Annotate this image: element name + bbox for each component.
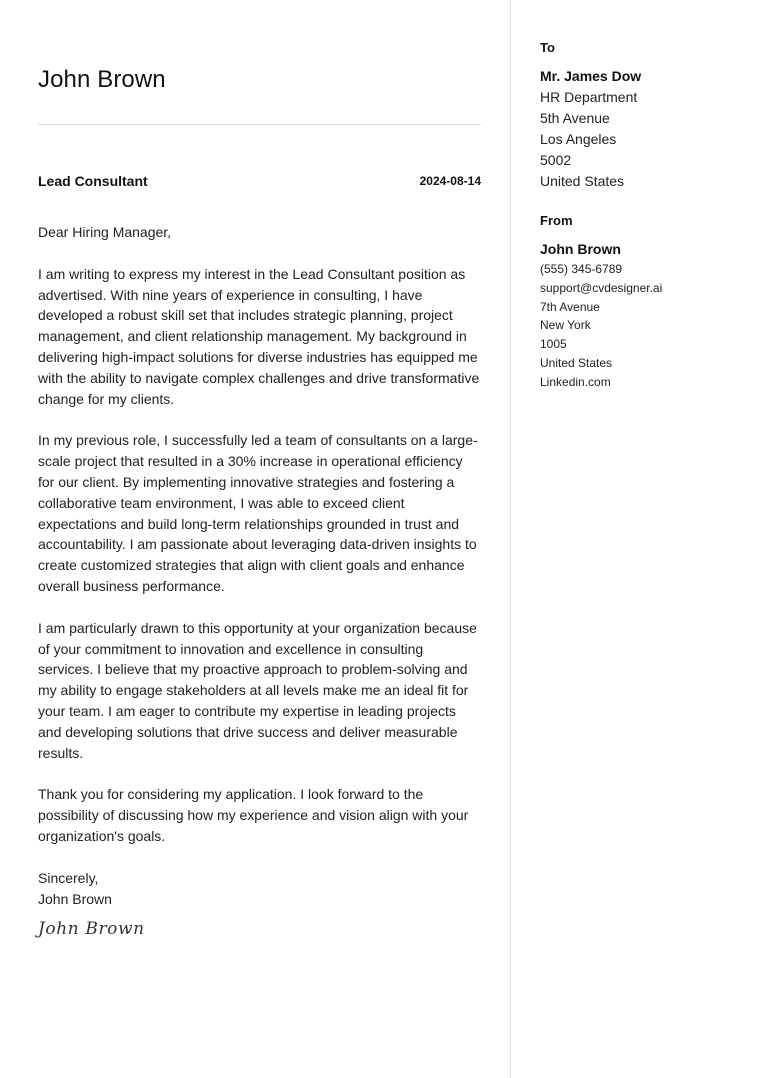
sender-email: support@cvdesigner.ai bbox=[540, 280, 663, 295]
sender-name: John Brown bbox=[540, 241, 621, 257]
letter-body bbox=[38, 222, 481, 940]
from-label: From bbox=[540, 213, 573, 228]
letter-paragraph: I am particularly drawn to this opportunity at your organization because of your commitment to innovation and excellence in consulting services. I believe that my proactive approach to problem-solving and my ability to engage stakeholders at all levels make me an ideal fit for your team. I am eager to contribute my expertise in leading projects and developing solutions that drive success and deliver measurable results. bbox=[38, 619, 477, 761]
letter-date: 2024-08-14 bbox=[419, 174, 481, 188]
sender-phone: (555) 345-6789 bbox=[540, 262, 623, 276]
recipient-postal-code: 5002 bbox=[540, 152, 572, 168]
sender-country: United States bbox=[540, 355, 613, 370]
header-divider bbox=[38, 124, 481, 125]
role-date-row bbox=[38, 173, 481, 191]
sender-postal-code: 1005 bbox=[540, 337, 567, 352]
sender-city: New York bbox=[540, 318, 591, 333]
recipient-country: United States bbox=[540, 173, 625, 189]
letter-paragraph: In my previous role, I successfully led a team of consultants on a large-scale project that resulted in a 30% increase in operational efficiency for our client. By implementing innovative strategies and fostering a collaborative team environment, I was able to exceed client expectations and build long-term relationships grounded in trust and accountability. I am passionate about leveraging data-driven insights to create customized strategies that align with client goals and enhance overall business performance. bbox=[38, 432, 478, 594]
sender-address bbox=[540, 239, 662, 392]
applicant-name: John Brown bbox=[38, 66, 166, 93]
handwritten-signature: John Brown bbox=[38, 919, 145, 940]
recipient-city: Los Angeles bbox=[540, 131, 617, 147]
letter-paragraph: Thank you for considering my application. I look forward to the possibility of discussing how my experience and vision align with your organization's goals. bbox=[38, 786, 469, 844]
sender-website: Linkedin.com bbox=[540, 374, 611, 389]
column-divider bbox=[510, 0, 511, 1078]
closing-name: John Brown bbox=[38, 890, 112, 907]
recipient-name: Mr. James Dow bbox=[540, 68, 642, 84]
letter-paragraph: I am writing to express my interest in the Lead Consultant position as advertised. With nine years of experience in consulting, I have developed a robust skill set that includes strategic planning, project management, and client relationship management. My background in delivering high-impact solutions for diverse industries has equipped me with the ability to navigate complex challenges and drive transformative change for my clients. bbox=[38, 265, 480, 407]
recipient-address bbox=[540, 66, 641, 192]
closing-salutation: Sincerely, bbox=[38, 869, 99, 886]
to-label: To bbox=[540, 40, 555, 55]
recipient-street: 5th Avenue bbox=[540, 110, 610, 126]
letter-closing bbox=[38, 868, 481, 910]
job-title: Lead Consultant bbox=[38, 173, 148, 189]
letter-greeting: Dear Hiring Manager, bbox=[38, 224, 172, 240]
sender-street: 7th Avenue bbox=[540, 299, 600, 314]
recipient-department: HR Department bbox=[540, 89, 638, 105]
